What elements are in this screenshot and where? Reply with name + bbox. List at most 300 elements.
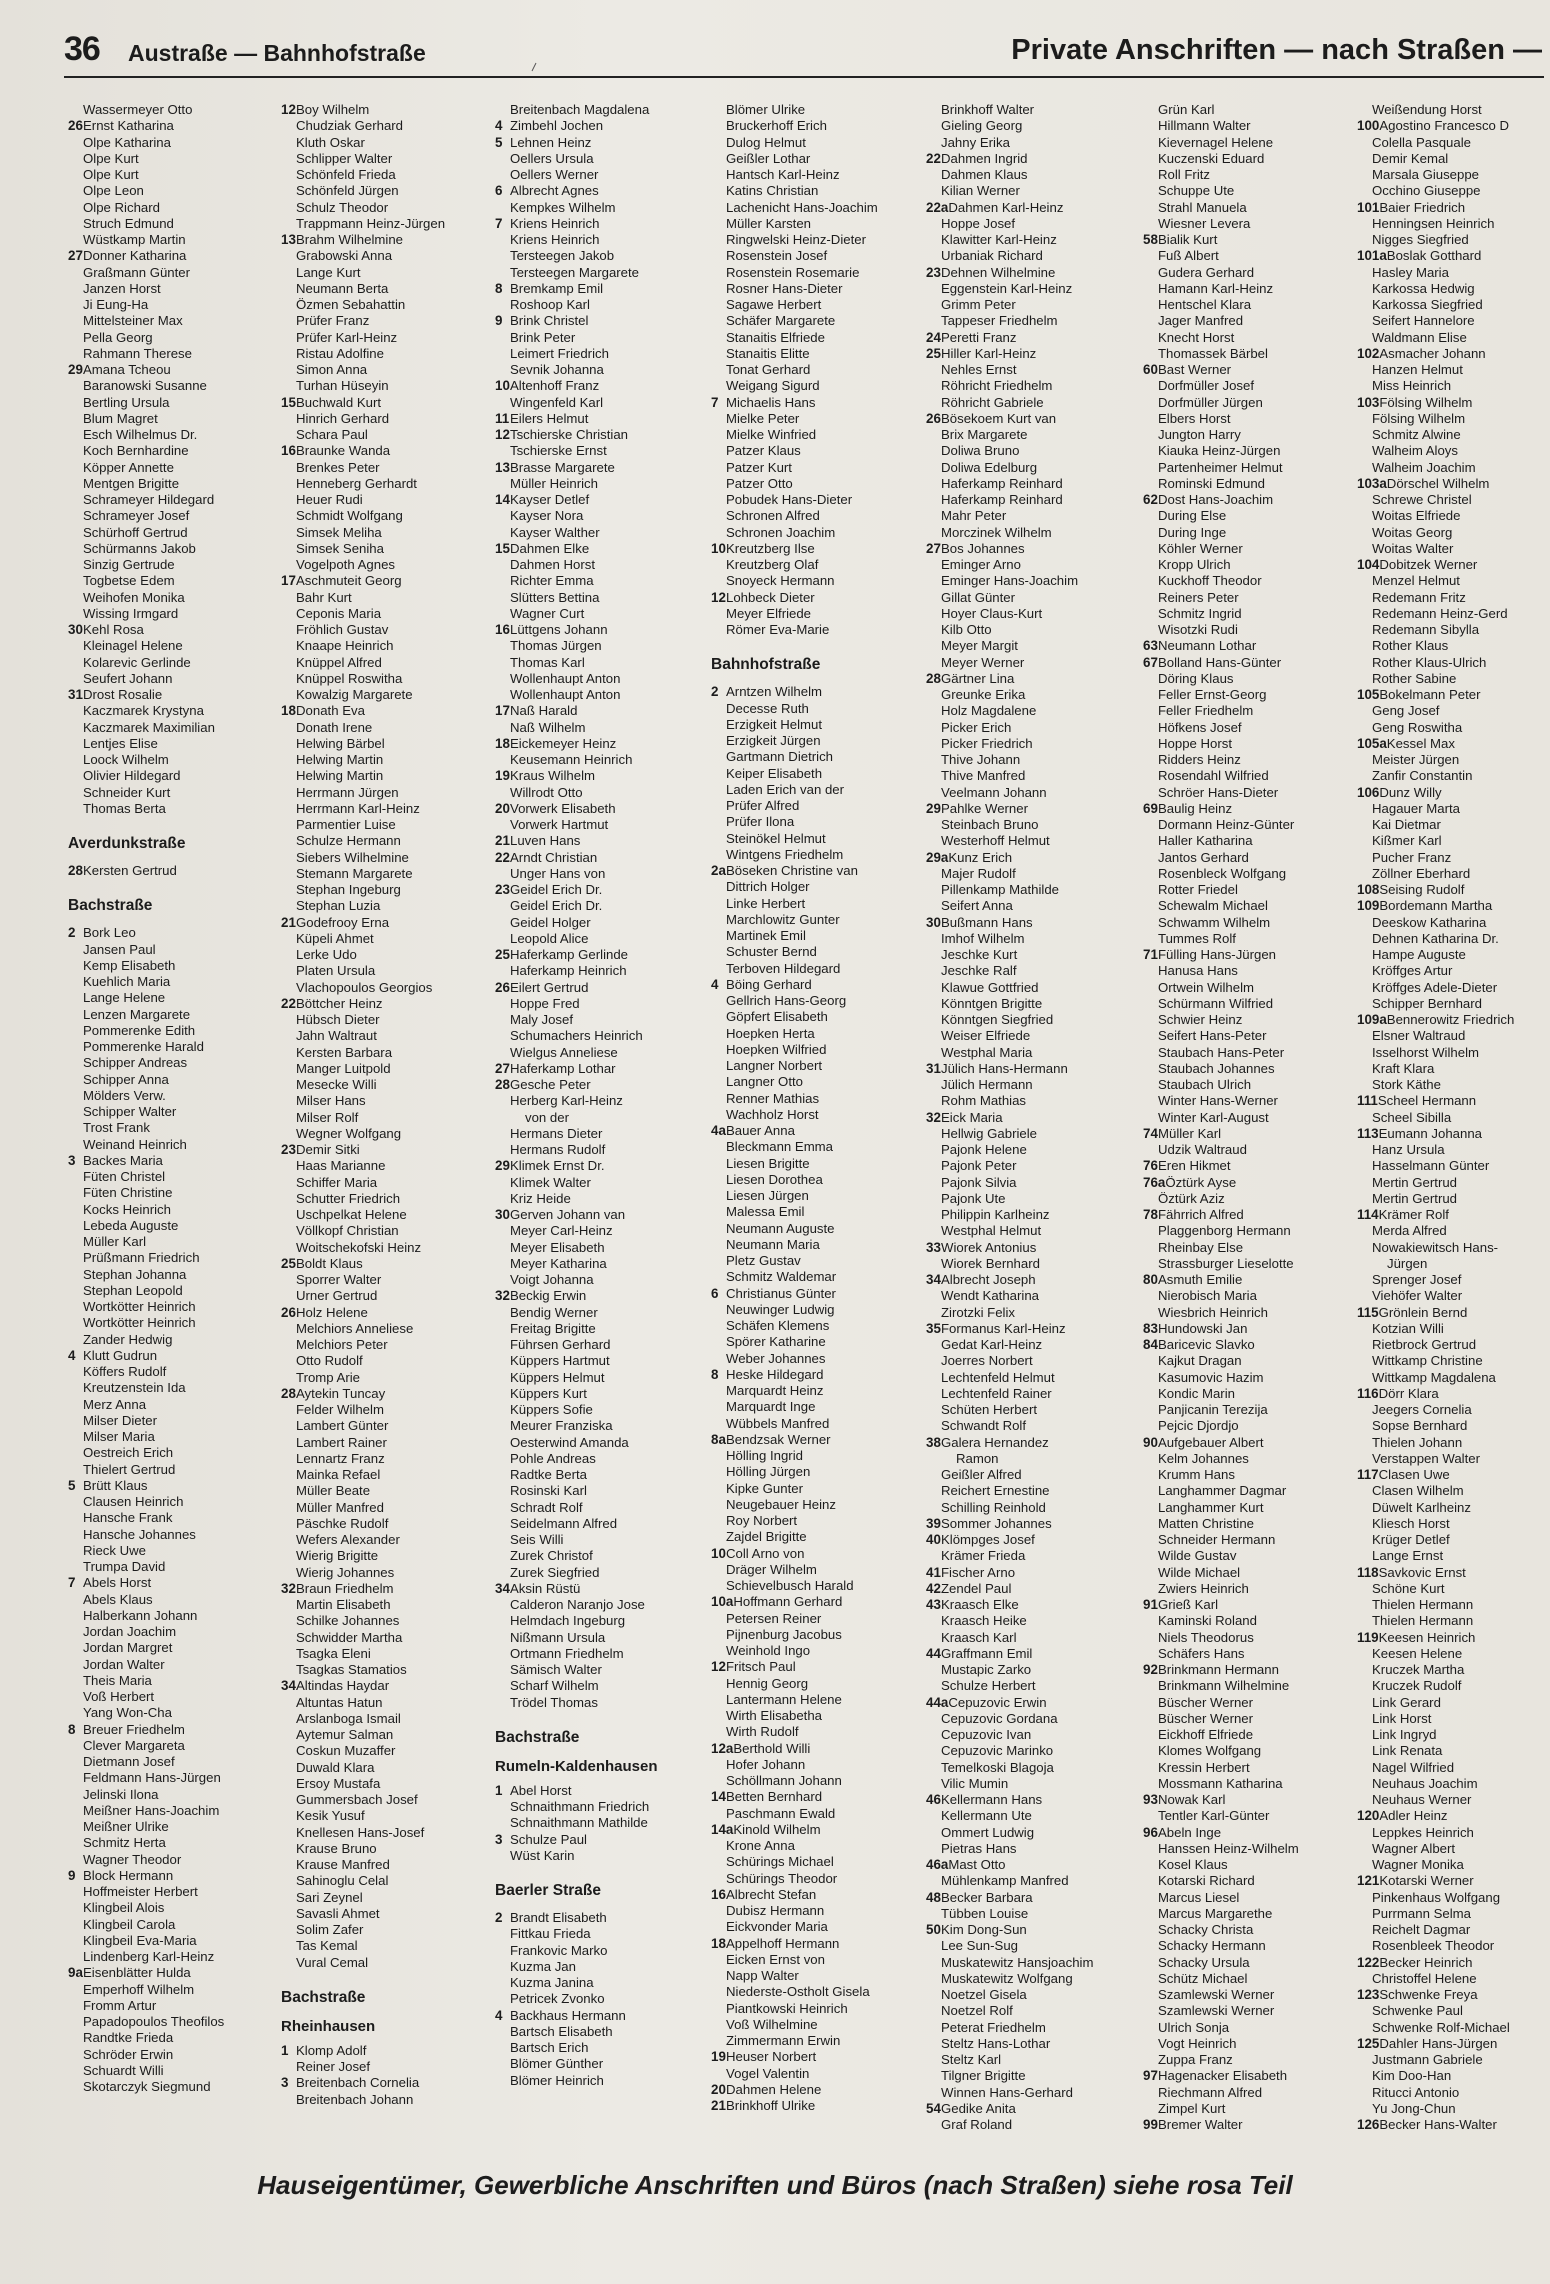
resident-name: Blömer Heinrich bbox=[510, 2072, 604, 2088]
house-number: 23 bbox=[495, 882, 510, 897]
directory-entry bbox=[68, 1185, 282, 1201]
directory-entry bbox=[495, 1975, 709, 1991]
resident-name: Meißner Hans-Joachim bbox=[83, 1802, 220, 1818]
directory-entry bbox=[1143, 1873, 1357, 1889]
directory-entry bbox=[1357, 1305, 1547, 1321]
directory-entry bbox=[495, 1093, 709, 1109]
directory-entry bbox=[711, 1822, 925, 1838]
resident-name: Geißler Alfred bbox=[941, 1467, 1022, 1482]
resident-name: Kröffges Artur bbox=[1372, 963, 1453, 979]
directory-entry bbox=[926, 1711, 1140, 1727]
resident-name: Randtke Frieda bbox=[83, 2030, 174, 2046]
resident-name: Dunz Willy bbox=[1379, 784, 1442, 800]
directory-entry bbox=[68, 151, 282, 167]
house-number: 25 bbox=[281, 1255, 296, 1271]
resident-name: Sprenger Josef bbox=[1372, 1272, 1462, 1287]
directory-entry bbox=[711, 1042, 925, 1058]
resident-name: Kressin Herbert bbox=[1158, 1759, 1250, 1775]
resident-name: Marcus Margarethe bbox=[1158, 1905, 1273, 1921]
resident-name: Hansche Johannes bbox=[83, 1526, 196, 1542]
directory-entry bbox=[1357, 1093, 1547, 1109]
directory-entry bbox=[1357, 1158, 1547, 1174]
resident-name: Schutter Friedrich bbox=[296, 1190, 401, 1206]
resident-name: Muskatewitz Wolfgang bbox=[941, 1970, 1073, 1986]
directory-entry bbox=[281, 866, 495, 882]
directory-entry bbox=[68, 974, 282, 990]
directory-entry bbox=[1357, 1240, 1547, 1256]
directory-entry bbox=[926, 460, 1140, 476]
resident-name: Clasen Wilhelm bbox=[1372, 1483, 1464, 1499]
resident-name: Pucher Franz bbox=[1372, 849, 1452, 865]
resident-name: Hölling Jürgen bbox=[726, 1464, 811, 1480]
resident-name: Röhricht Gabriele bbox=[941, 394, 1044, 410]
resident-name: Roshoop Karl bbox=[510, 297, 590, 312]
resident-name: Kayser Detlef bbox=[510, 492, 590, 507]
directory-entry bbox=[1357, 606, 1547, 622]
directory-entry bbox=[1357, 346, 1547, 362]
directory-entry bbox=[1143, 427, 1357, 443]
resident-name: Geidel Erich Dr. bbox=[510, 898, 603, 914]
directory-entry bbox=[495, 687, 709, 703]
street-heading: Bachstraße bbox=[281, 1988, 366, 2006]
directory-entry bbox=[1357, 1142, 1547, 1158]
directory-entry bbox=[68, 378, 282, 394]
directory-entry bbox=[68, 863, 282, 879]
house-number: 63 bbox=[1143, 638, 1158, 654]
directory-entry bbox=[495, 362, 709, 378]
directory-entry bbox=[281, 135, 495, 151]
resident-name: Schronen Joachim bbox=[726, 524, 836, 540]
resident-name: Büscher Werner bbox=[1158, 1694, 1254, 1710]
resident-name: Hofer Johann bbox=[726, 1756, 806, 1772]
resident-name: Slütters Bettina bbox=[510, 589, 600, 605]
directory-entry bbox=[711, 1188, 925, 1204]
directory-entry bbox=[711, 1871, 925, 1887]
resident-name: Noetzel Gisela bbox=[941, 1987, 1027, 2002]
house-number: 3 bbox=[495, 1831, 503, 1847]
directory-entry bbox=[711, 1383, 925, 1399]
directory-entry bbox=[711, 557, 925, 573]
directory-entry bbox=[1357, 1548, 1547, 1564]
resident-name: Pajonk Silvia bbox=[941, 1174, 1017, 1190]
house-number: 125 bbox=[1357, 2035, 1380, 2051]
directory-entry bbox=[1357, 2101, 1547, 2117]
directory-entry bbox=[495, 622, 709, 638]
directory-entry bbox=[281, 1581, 495, 1597]
directory-entry bbox=[926, 297, 1140, 313]
directory-entry bbox=[1357, 573, 1547, 589]
resident-name: Brandt Elisabeth bbox=[510, 1910, 607, 1925]
resident-name: Boy Wilhelm bbox=[296, 102, 370, 117]
directory-entry bbox=[281, 1191, 495, 1207]
directory-entry bbox=[1143, 1386, 1357, 1402]
resident-name: Vilic Mumin bbox=[941, 1775, 1009, 1791]
resident-name: Lerke Udo bbox=[296, 947, 357, 962]
directory-entry bbox=[1357, 1272, 1547, 1288]
resident-name: Nowak Karl bbox=[1158, 1792, 1226, 1807]
directory-entry bbox=[1357, 752, 1547, 768]
directory-entry bbox=[281, 671, 495, 687]
house-number: 4 bbox=[711, 976, 719, 992]
directory-entry bbox=[1357, 2020, 1547, 2036]
resident-name: Dahmen Elke bbox=[510, 540, 590, 556]
resident-name: Prüßmann Friedrich bbox=[83, 1250, 200, 1266]
resident-name: Leppkes Heinrich bbox=[1372, 1824, 1474, 1840]
directory-entry bbox=[1143, 1597, 1357, 1613]
directory-entry bbox=[495, 866, 709, 882]
directory-entry bbox=[711, 1578, 925, 1594]
directory-entry bbox=[1143, 460, 1357, 476]
resident-name: Fuß Albert bbox=[1158, 248, 1219, 264]
resident-name: Brink Christel bbox=[510, 313, 589, 329]
resident-name: Wintgens Friedhelm bbox=[726, 846, 844, 862]
resident-name: Grimm Peter bbox=[941, 297, 1016, 312]
resident-name: Brahm Wilhelmine bbox=[296, 232, 403, 247]
directory-entry bbox=[711, 1936, 925, 1952]
directory-entry bbox=[926, 817, 1140, 833]
house-number: 1 bbox=[495, 1782, 503, 1798]
resident-name: Liesen Dorothea bbox=[726, 1171, 823, 1187]
resident-name: Link Horst bbox=[1372, 1710, 1432, 1726]
directory-entry bbox=[1143, 2085, 1357, 2101]
resident-name: Kröffges Adele-Dieter bbox=[1372, 979, 1498, 995]
resident-name: Pajonk Helene bbox=[941, 1142, 1027, 1157]
directory-entry bbox=[1357, 2068, 1547, 2084]
house-number: 103a bbox=[1357, 475, 1387, 491]
directory-entry bbox=[711, 1026, 925, 1042]
directory-entry bbox=[926, 1126, 1140, 1142]
resident-name: Neumann Auguste bbox=[726, 1220, 835, 1236]
directory-entry bbox=[711, 525, 925, 541]
directory-entry bbox=[711, 330, 925, 346]
directory-entry bbox=[68, 622, 282, 638]
directory-entry bbox=[1357, 541, 1547, 557]
resident-name: Nehles Ernst bbox=[941, 362, 1017, 377]
resident-name: Brinkmann Hermann bbox=[1158, 1662, 1279, 1677]
directory-entry bbox=[281, 313, 495, 329]
resident-name: Rosendahl Wilfried bbox=[1158, 768, 1269, 784]
resident-name: Becker Hans-Walter bbox=[1379, 2117, 1497, 2132]
directory-entry bbox=[495, 118, 709, 134]
resident-name: Kraft Klara bbox=[1372, 1060, 1435, 1076]
resident-name: Lüttgens Johann bbox=[510, 622, 608, 637]
house-number: 104 bbox=[1357, 557, 1380, 572]
resident-name: Milser Hans bbox=[296, 1093, 366, 1109]
directory-entry bbox=[1143, 248, 1357, 264]
house-number: 105a bbox=[1357, 735, 1387, 751]
directory-entry bbox=[711, 378, 925, 394]
resident-name: Schäfer Margarete bbox=[726, 313, 836, 329]
directory-entry bbox=[68, 590, 282, 606]
house-number: 121 bbox=[1357, 1873, 1380, 1889]
directory-entry bbox=[926, 947, 1140, 963]
resident-name: Amana Tcheou bbox=[83, 362, 171, 377]
resident-name: Knaape Heinrich bbox=[296, 638, 394, 654]
resident-name: Herrmann Karl-Heinz bbox=[296, 800, 420, 816]
directory-entry bbox=[711, 151, 925, 167]
resident-name: Heuser Norbert bbox=[726, 2049, 817, 2065]
directory-entry bbox=[1357, 1386, 1547, 1402]
resident-name: Röhricht Friedhelm bbox=[941, 378, 1053, 394]
directory-entry bbox=[495, 1028, 709, 1044]
resident-name: Marquardt Heinz bbox=[726, 1383, 824, 1398]
directory-entry bbox=[495, 1061, 709, 1077]
directory-entry bbox=[1143, 1841, 1357, 1857]
directory-entry bbox=[281, 265, 495, 281]
house-number: 21 bbox=[711, 2098, 726, 2113]
directory-entry bbox=[926, 1857, 1140, 1873]
directory-entry bbox=[495, 915, 709, 931]
directory-entry bbox=[1143, 1792, 1357, 1808]
directory-entry bbox=[495, 476, 709, 492]
directory-entry bbox=[281, 931, 495, 947]
directory-entry bbox=[495, 1783, 709, 1799]
directory-entry bbox=[1357, 1516, 1547, 1532]
directory-entry bbox=[926, 1175, 1140, 1191]
house-number: 12 bbox=[711, 589, 726, 605]
resident-name: Füten Christine bbox=[83, 1185, 173, 1201]
directory-entry bbox=[1357, 2085, 1547, 2101]
resident-name: Schmidt Wolfgang bbox=[296, 508, 403, 524]
resident-name: Dietmann Josef bbox=[83, 1754, 175, 1769]
street-range: Austraße — Bahnhofstraße bbox=[128, 40, 426, 66]
house-number: 2 bbox=[68, 925, 76, 941]
directory-entry bbox=[68, 1250, 282, 1266]
directory-entry bbox=[1143, 638, 1357, 654]
directory-entry bbox=[68, 135, 282, 151]
resident-name: Kaczmarek Maximilian bbox=[83, 719, 215, 735]
resident-name: Tilgner Brigitte bbox=[941, 2068, 1026, 2084]
resident-name: Pohle Andreas bbox=[510, 1450, 596, 1466]
directory-entry bbox=[1143, 541, 1357, 557]
resident-name: Rother Klaus-Ulrich bbox=[1372, 654, 1487, 670]
resident-name: Pahlke Werner bbox=[941, 800, 1028, 816]
directory-entry bbox=[926, 1581, 1140, 1597]
resident-name: Meyer Carl-Heinz bbox=[510, 1223, 613, 1239]
resident-name: Link Gerard bbox=[1372, 1694, 1441, 1710]
directory-entry bbox=[1357, 1792, 1547, 1808]
resident-name: Solim Zafer bbox=[296, 1922, 364, 1937]
house-number: 123 bbox=[1357, 1987, 1380, 2002]
resident-name: Frankovic Marko bbox=[510, 1942, 608, 1958]
resident-name: Rosenbleck Wolfgang bbox=[1158, 865, 1287, 881]
resident-name: Vogel Valentin bbox=[726, 2065, 810, 2081]
resident-name: Gieling Georg bbox=[941, 118, 1023, 134]
resident-name: Rominski Edmund bbox=[1158, 475, 1266, 491]
resident-name: Ortmann Friedhelm bbox=[510, 1645, 624, 1661]
house-number: 102 bbox=[1357, 345, 1380, 361]
house-number: 8a bbox=[711, 1431, 726, 1447]
directory-entry bbox=[1143, 1987, 1357, 2003]
resident-name: Niels Theodorus bbox=[1158, 1629, 1254, 1645]
directory-entry bbox=[68, 118, 282, 134]
directory-entry bbox=[711, 1286, 925, 1302]
directory-entry bbox=[926, 102, 1140, 118]
directory-entry bbox=[1357, 1938, 1547, 1954]
directory-entry bbox=[926, 1451, 1140, 1467]
resident-name: Cepuzovic Erwin bbox=[948, 1694, 1047, 1710]
directory-entry bbox=[1357, 1597, 1547, 1613]
resident-name: Geidel Holger bbox=[510, 914, 591, 930]
directory-entry bbox=[495, 1142, 709, 1158]
directory-entry bbox=[495, 492, 709, 508]
resident-name: Hanssen Heinz-Wilhelm bbox=[1158, 1840, 1299, 1856]
resident-name: Abels Horst bbox=[83, 1575, 152, 1591]
directory-entry bbox=[1357, 1808, 1547, 1824]
directory-entry bbox=[711, 1481, 925, 1497]
directory-entry bbox=[1143, 1158, 1357, 1174]
district-heading: Rumeln-Kaldenhausen bbox=[495, 1757, 658, 1775]
directory-entry bbox=[711, 232, 925, 248]
directory-entry bbox=[1357, 866, 1547, 882]
directory-entry bbox=[926, 1158, 1140, 1174]
resident-name: Klingbeil Alois bbox=[83, 1900, 165, 1916]
resident-name: Redemann Heinz-Gerd bbox=[1372, 605, 1508, 621]
directory-entry bbox=[711, 2082, 925, 2098]
directory-entry bbox=[495, 1158, 709, 1174]
directory-entry bbox=[926, 1028, 1140, 1044]
directory-entry bbox=[926, 2052, 1140, 2068]
directory-entry bbox=[495, 557, 709, 573]
resident-name: Morczinek Wilhelm bbox=[941, 524, 1052, 540]
directory-entry bbox=[711, 977, 925, 993]
directory-entry bbox=[495, 1991, 709, 2007]
directory-entry bbox=[926, 427, 1140, 443]
directory-entry bbox=[926, 362, 1140, 378]
directory-entry bbox=[68, 1315, 282, 1331]
resident-name: Bertling Ursula bbox=[83, 394, 170, 410]
directory-entry bbox=[281, 980, 495, 996]
resident-name: Langhammer Dagmar bbox=[1158, 1483, 1287, 1499]
directory-entry bbox=[926, 1955, 1140, 1971]
directory-entry bbox=[1143, 1272, 1357, 1288]
resident-name: Clasen Uwe bbox=[1378, 1467, 1450, 1482]
resident-name: Abels Klaus bbox=[83, 1591, 153, 1607]
directory-entry bbox=[68, 2047, 282, 2063]
resident-name: Jahn Waltraut bbox=[296, 1028, 377, 1044]
directory-entry bbox=[1357, 1743, 1547, 1759]
directory-entry bbox=[711, 847, 925, 863]
resident-name: Wittkamp Christine bbox=[1372, 1353, 1483, 1369]
resident-name: Schmitz Ingrid bbox=[1158, 605, 1242, 621]
directory-entry bbox=[1143, 313, 1357, 329]
resident-name: Lebeda Auguste bbox=[83, 1217, 179, 1233]
directory-entry bbox=[495, 1126, 709, 1142]
resident-name: Kosel Klaus bbox=[1158, 1857, 1228, 1872]
resident-name: Duwald Klara bbox=[296, 1759, 375, 1775]
resident-name: Schipper Bernhard bbox=[1372, 995, 1482, 1011]
directory-entry bbox=[68, 1657, 282, 1673]
directory-entry bbox=[495, 606, 709, 622]
directory-entry bbox=[68, 541, 282, 557]
resident-name: Westerhoff Helmut bbox=[941, 833, 1050, 849]
resident-name: Waldmann Elise bbox=[1372, 329, 1467, 345]
directory-entry bbox=[495, 1848, 709, 1864]
directory-entry bbox=[68, 1900, 282, 1916]
house-number: 115 bbox=[1357, 1304, 1379, 1320]
directory-entry bbox=[1357, 1500, 1547, 1516]
resident-name: Pietras Hans bbox=[941, 1840, 1017, 1856]
resident-name: Eilert Gertrud bbox=[510, 979, 589, 995]
directory-entry bbox=[495, 102, 709, 118]
resident-name: Krone Anna bbox=[726, 1838, 795, 1853]
resident-name: Block Hermann bbox=[83, 1867, 174, 1883]
directory-entry bbox=[281, 1467, 495, 1483]
resident-name: Eminger Hans-Joachim bbox=[941, 573, 1079, 589]
resident-name: Theis Maria bbox=[83, 1672, 152, 1688]
directory-entry bbox=[926, 638, 1140, 654]
resident-name: Jordan Margret bbox=[83, 1640, 173, 1656]
house-number: 41 bbox=[926, 1564, 941, 1580]
directory-entry bbox=[1143, 1630, 1357, 1646]
resident-name: Fischer Arno bbox=[941, 1564, 1016, 1580]
directory-entry bbox=[711, 896, 925, 912]
resident-name: Brenkes Peter bbox=[296, 459, 380, 475]
resident-name: Fröhlich Gustav bbox=[296, 622, 389, 637]
directory-entry bbox=[711, 1562, 925, 1578]
directory-entry bbox=[926, 1337, 1140, 1353]
directory-entry bbox=[68, 557, 282, 573]
resident-name: Hantsch Karl-Heinz bbox=[726, 167, 840, 182]
resident-name: Jahny Erika bbox=[941, 134, 1010, 150]
resident-name: Hermans Dieter bbox=[510, 1125, 603, 1141]
directory-entry bbox=[68, 443, 282, 459]
resident-name: Eickvonder Maria bbox=[726, 1919, 828, 1935]
directory-entry bbox=[68, 720, 282, 736]
resident-name: Helwing Martin bbox=[296, 752, 384, 767]
resident-name: Müller Karl bbox=[1158, 1125, 1222, 1141]
house-number: 4 bbox=[495, 2007, 503, 2023]
resident-name: Schrewe Christel bbox=[1372, 492, 1472, 507]
directory-entry bbox=[1143, 1565, 1357, 1581]
resident-name: Trumpa David bbox=[83, 1559, 166, 1574]
directory-entry bbox=[1143, 1321, 1357, 1337]
resident-name: Bußmann Hans bbox=[941, 914, 1033, 930]
house-number: 10a bbox=[711, 1594, 734, 1610]
directory-entry bbox=[281, 102, 495, 118]
directory-entry bbox=[711, 1968, 925, 1984]
directory-entry bbox=[495, 980, 709, 996]
resident-name: Eminger Arno bbox=[941, 557, 1021, 572]
directory-entry bbox=[495, 1353, 709, 1369]
directory-entry bbox=[1143, 476, 1357, 492]
resident-name: Haller Katharina bbox=[1158, 833, 1253, 849]
resident-name: Calderon Naranjo Jose bbox=[510, 1597, 645, 1612]
resident-name: Bösekoem Kurt van bbox=[941, 410, 1057, 426]
house-number: 10 bbox=[711, 540, 726, 556]
resident-name: Paschmann Ewald bbox=[726, 1805, 836, 1821]
resident-name: Schneider Kurt bbox=[83, 784, 171, 800]
house-number: 26 bbox=[926, 410, 941, 426]
resident-name: Albrecht Stefan bbox=[726, 1886, 817, 1902]
directory-entry bbox=[281, 1613, 495, 1629]
resident-name: Gerven Johann van bbox=[510, 1207, 626, 1222]
directory-entry bbox=[281, 2043, 495, 2059]
resident-name: Krumm Hans bbox=[1158, 1467, 1235, 1482]
house-number: 22 bbox=[495, 849, 510, 865]
resident-name: Walheim Aloys bbox=[1372, 443, 1458, 459]
resident-name: Eickemeyer Heinz bbox=[510, 735, 617, 751]
directory-entry bbox=[1357, 411, 1547, 427]
house-number: 39 bbox=[926, 1515, 941, 1531]
directory-entry bbox=[1357, 1288, 1547, 1304]
resident-name: Lantermann Helene bbox=[726, 1691, 842, 1707]
directory-entry bbox=[1357, 427, 1547, 443]
directory-entry bbox=[495, 1630, 709, 1646]
directory-entry bbox=[1357, 2052, 1547, 2068]
resident-name: Schacky Hermann bbox=[1158, 1938, 1266, 1954]
resident-name: Dobitzek Werner bbox=[1379, 557, 1478, 572]
